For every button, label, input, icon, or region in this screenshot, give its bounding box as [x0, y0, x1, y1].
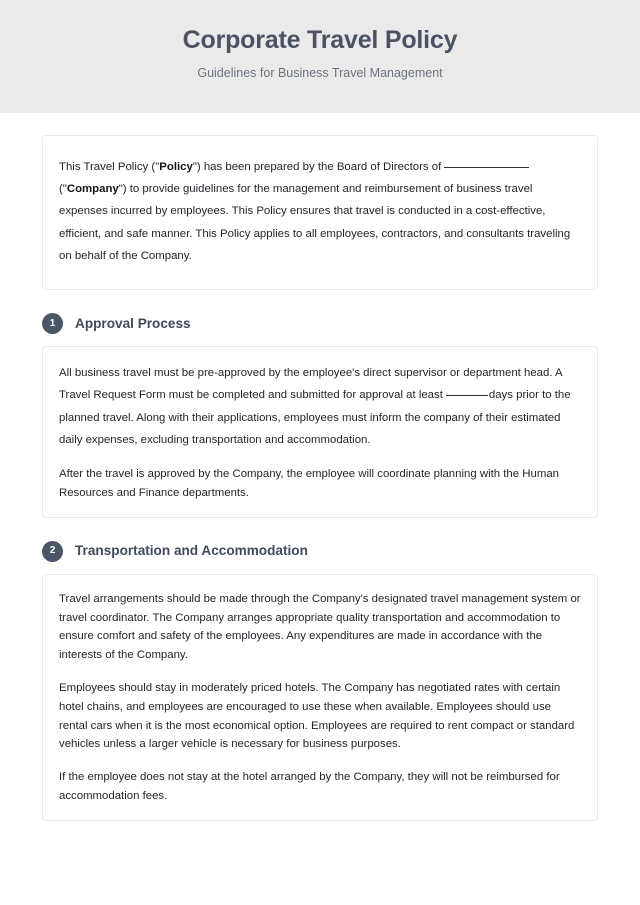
intro-text-part4: ") to provide guidelines for the management and reimbursement of business travel expenses incurred by employees. This Policy ensures that travel is conducted in a cost-effective, efficient, and safe manner. This Policy applies to all employees, contractors, and consultants traveling on behalf of the Company.	[59, 183, 571, 262]
section-1-paragraph-1	[59, 362, 581, 451]
intro-text-part3: ("	[59, 183, 67, 196]
page-title: Corporate Travel Policy	[182, 26, 458, 54]
section-card-1	[42, 346, 598, 518]
section-1-paragraph-2: After the travel is approved by the Company, the employee will coordinate planning with the Human Resources and Finance departments.	[59, 468, 559, 499]
intro-card	[42, 135, 598, 290]
days-notice-blank[interactable]	[446, 395, 488, 396]
intro-bold-company: Company	[66, 183, 119, 196]
intro-text-part1: This Travel Policy ("	[59, 161, 160, 173]
intro-paragraph	[59, 156, 581, 267]
section-number-badge-2: 2	[42, 541, 63, 562]
document-header	[0, 0, 640, 113]
section-title-1: Approval Process	[75, 315, 191, 331]
document-body	[0, 113, 640, 821]
intro-text-part2: ") has been prepared by the Board of Directors of	[192, 161, 442, 173]
page-subtitle: Guidelines for Business Travel Management	[197, 65, 443, 80]
section-2-paragraph-2: Employees should stay in moderately priced hotels. The Company has negotiated rates with certain hotel chains, and employees are encouraged to use these when available. Employees should use rental cars when it is the most economical option. Employees are required to rent compact or standard vehicles unless a larger vehicle is necessary for business purposes.	[59, 681, 575, 751]
section-1-p1-after: days prior to the planned travel. Along with their applications, employees must inform the company of their estimated daily expenses, excluding transportation and accommodation.	[59, 389, 571, 446]
section-2-paragraph-3: If the employee does not stay at the hotel arranged by the Company, they will not be reimbursed for accommodation fees.	[59, 771, 560, 803]
section-1-p1-before: All business travel must be pre-approved by the employee's direct supervisor or department head. A Travel Request Form must be completed and submitted for approval at least	[59, 367, 562, 402]
company-name-blank[interactable]	[444, 167, 529, 168]
section-heading-2	[42, 541, 598, 562]
section-2-paragraph-1: Travel arrangements should be made through the Company's designated travel management system or travel coordinator. The Company arranges appropriate quality transportation and accommodation to ensure comfort and safety of the employees. Any expenditures are made in accordance with the interests of the Company.	[59, 592, 581, 662]
section-card-2	[42, 574, 598, 821]
section-number-badge-1: 1	[42, 313, 63, 334]
section-title-2: Transportation and Accommodation	[75, 543, 308, 559]
intro-bold-policy: Policy	[159, 161, 193, 173]
section-heading-1	[42, 313, 598, 334]
